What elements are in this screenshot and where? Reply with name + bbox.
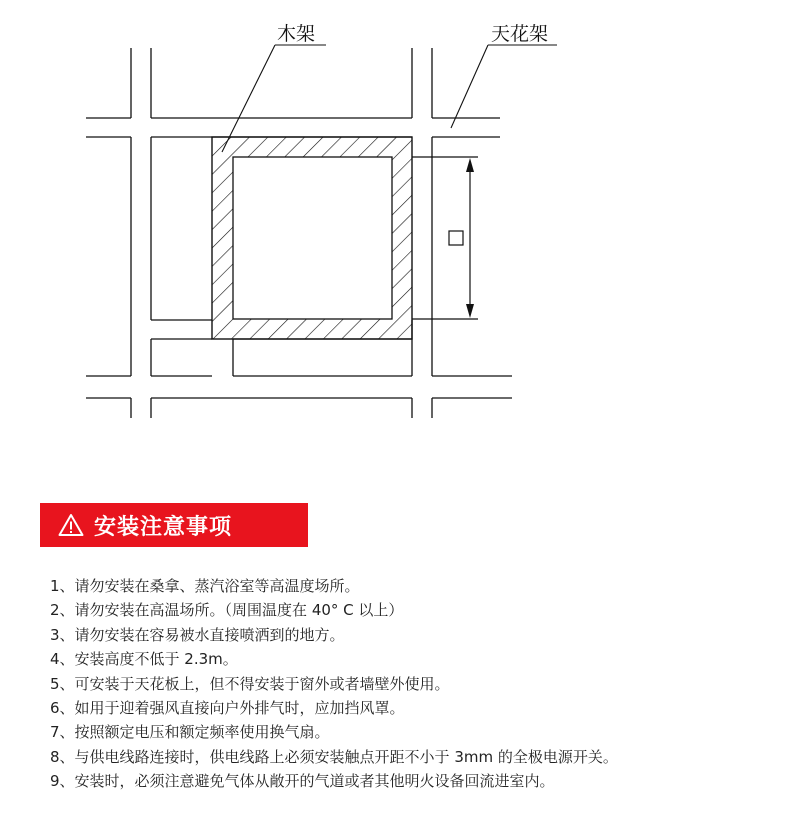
warning-triangle-icon <box>58 513 84 537</box>
note-item: 7、按照额定电压和额定频率使用换气扇。 <box>50 723 330 742</box>
note-item: 1、请勿安装在桑拿、蒸汽浴室等高温度场所。 <box>50 577 360 595</box>
note-item: 3、请勿安装在容易被水直接喷洒到的地方。 <box>50 625 345 644</box>
leader-lines <box>222 45 557 152</box>
wood-frame <box>212 137 412 339</box>
ceiling-frame-grid <box>86 48 512 418</box>
section-banner <box>40 503 308 547</box>
note-item: 2、请勿安装在高温场所。（周围温度在 40° C 以上） <box>50 601 404 620</box>
note-item: 6、如用于迎着强风直接向户外排气时，应加挡风罩。 <box>50 698 405 717</box>
section-title: 安装注意事项 <box>94 514 233 540</box>
label-wood-frame: 木架 <box>277 23 316 45</box>
note-item: 5、可安装于天花板上，但不得安装于窗外或者墙壁外使用。 <box>50 674 450 693</box>
note-item: 4、安装高度不低于 2.3m。 <box>50 650 238 669</box>
installation-notes-list <box>50 574 770 794</box>
label-ceiling-frame: 天花架 <box>491 23 549 45</box>
dimension-indicator <box>412 157 478 319</box>
note-item: 8、与供电线路连接时，供电线路上必须安装触点开距不小于 3mm 的全极电源开关。 <box>50 747 618 766</box>
note-item: 9、安装时，必须注意避免气体从敞开的气道或者其他明火设备回流进室内。 <box>50 772 555 791</box>
